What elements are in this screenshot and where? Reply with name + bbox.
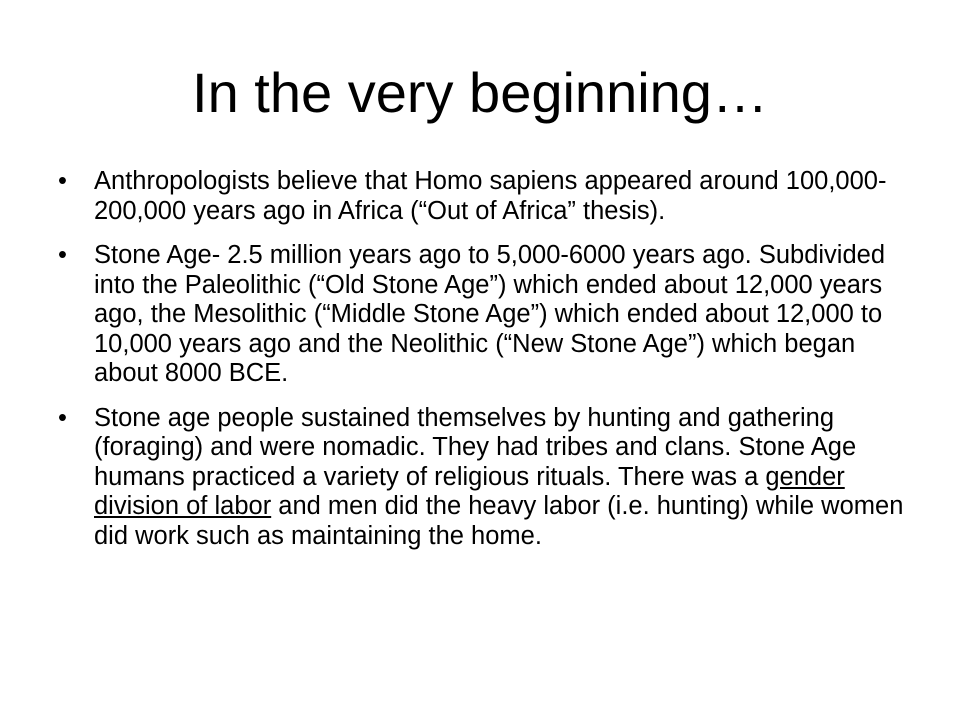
bullet-text-before: Stone age people sustained themselves by hunting and gathering (foraging) and were nomadic. They had tribes and clans. Stone Age humans practiced a variety of religious rituals. There was a — [94, 403, 857, 491]
bullet-item-1 — [58, 167, 908, 226]
bullet-item-2 — [58, 241, 908, 389]
underlined-phrase: gender division of labor — [94, 462, 845, 520]
bullet-dot-icon: • — [58, 241, 67, 269]
bullet-item-3 — [58, 404, 908, 552]
bullet-dot-icon: • — [58, 403, 67, 432]
bullet-text: Anthropologists believe that Homo sapiens appeared around 100,000-200,000 years ago in Africa (“Out of Africa” thesis). — [94, 167, 887, 225]
slide-title: In the very beginning… — [192, 61, 768, 124]
bullet-text-after: and men did the heavy labor (i.e. hunting) while women did work such as maintaining the home. — [94, 492, 904, 550]
bullet-list — [58, 167, 908, 566]
bullet-text: Stone Age- 2.5 million years ago to 5,000-6000 years ago. Subdivided into the Paleolithic (“Old Stone Age”) which ended about 12,000 years ago, the Mesolithic (“Middle Stone Age”) which ended about 12,000 to 10,000 years ago and the Neolithic (“New Stone Age”) which began about 8000 BCE. — [94, 241, 886, 387]
bullet-dot-icon: • — [58, 167, 67, 195]
